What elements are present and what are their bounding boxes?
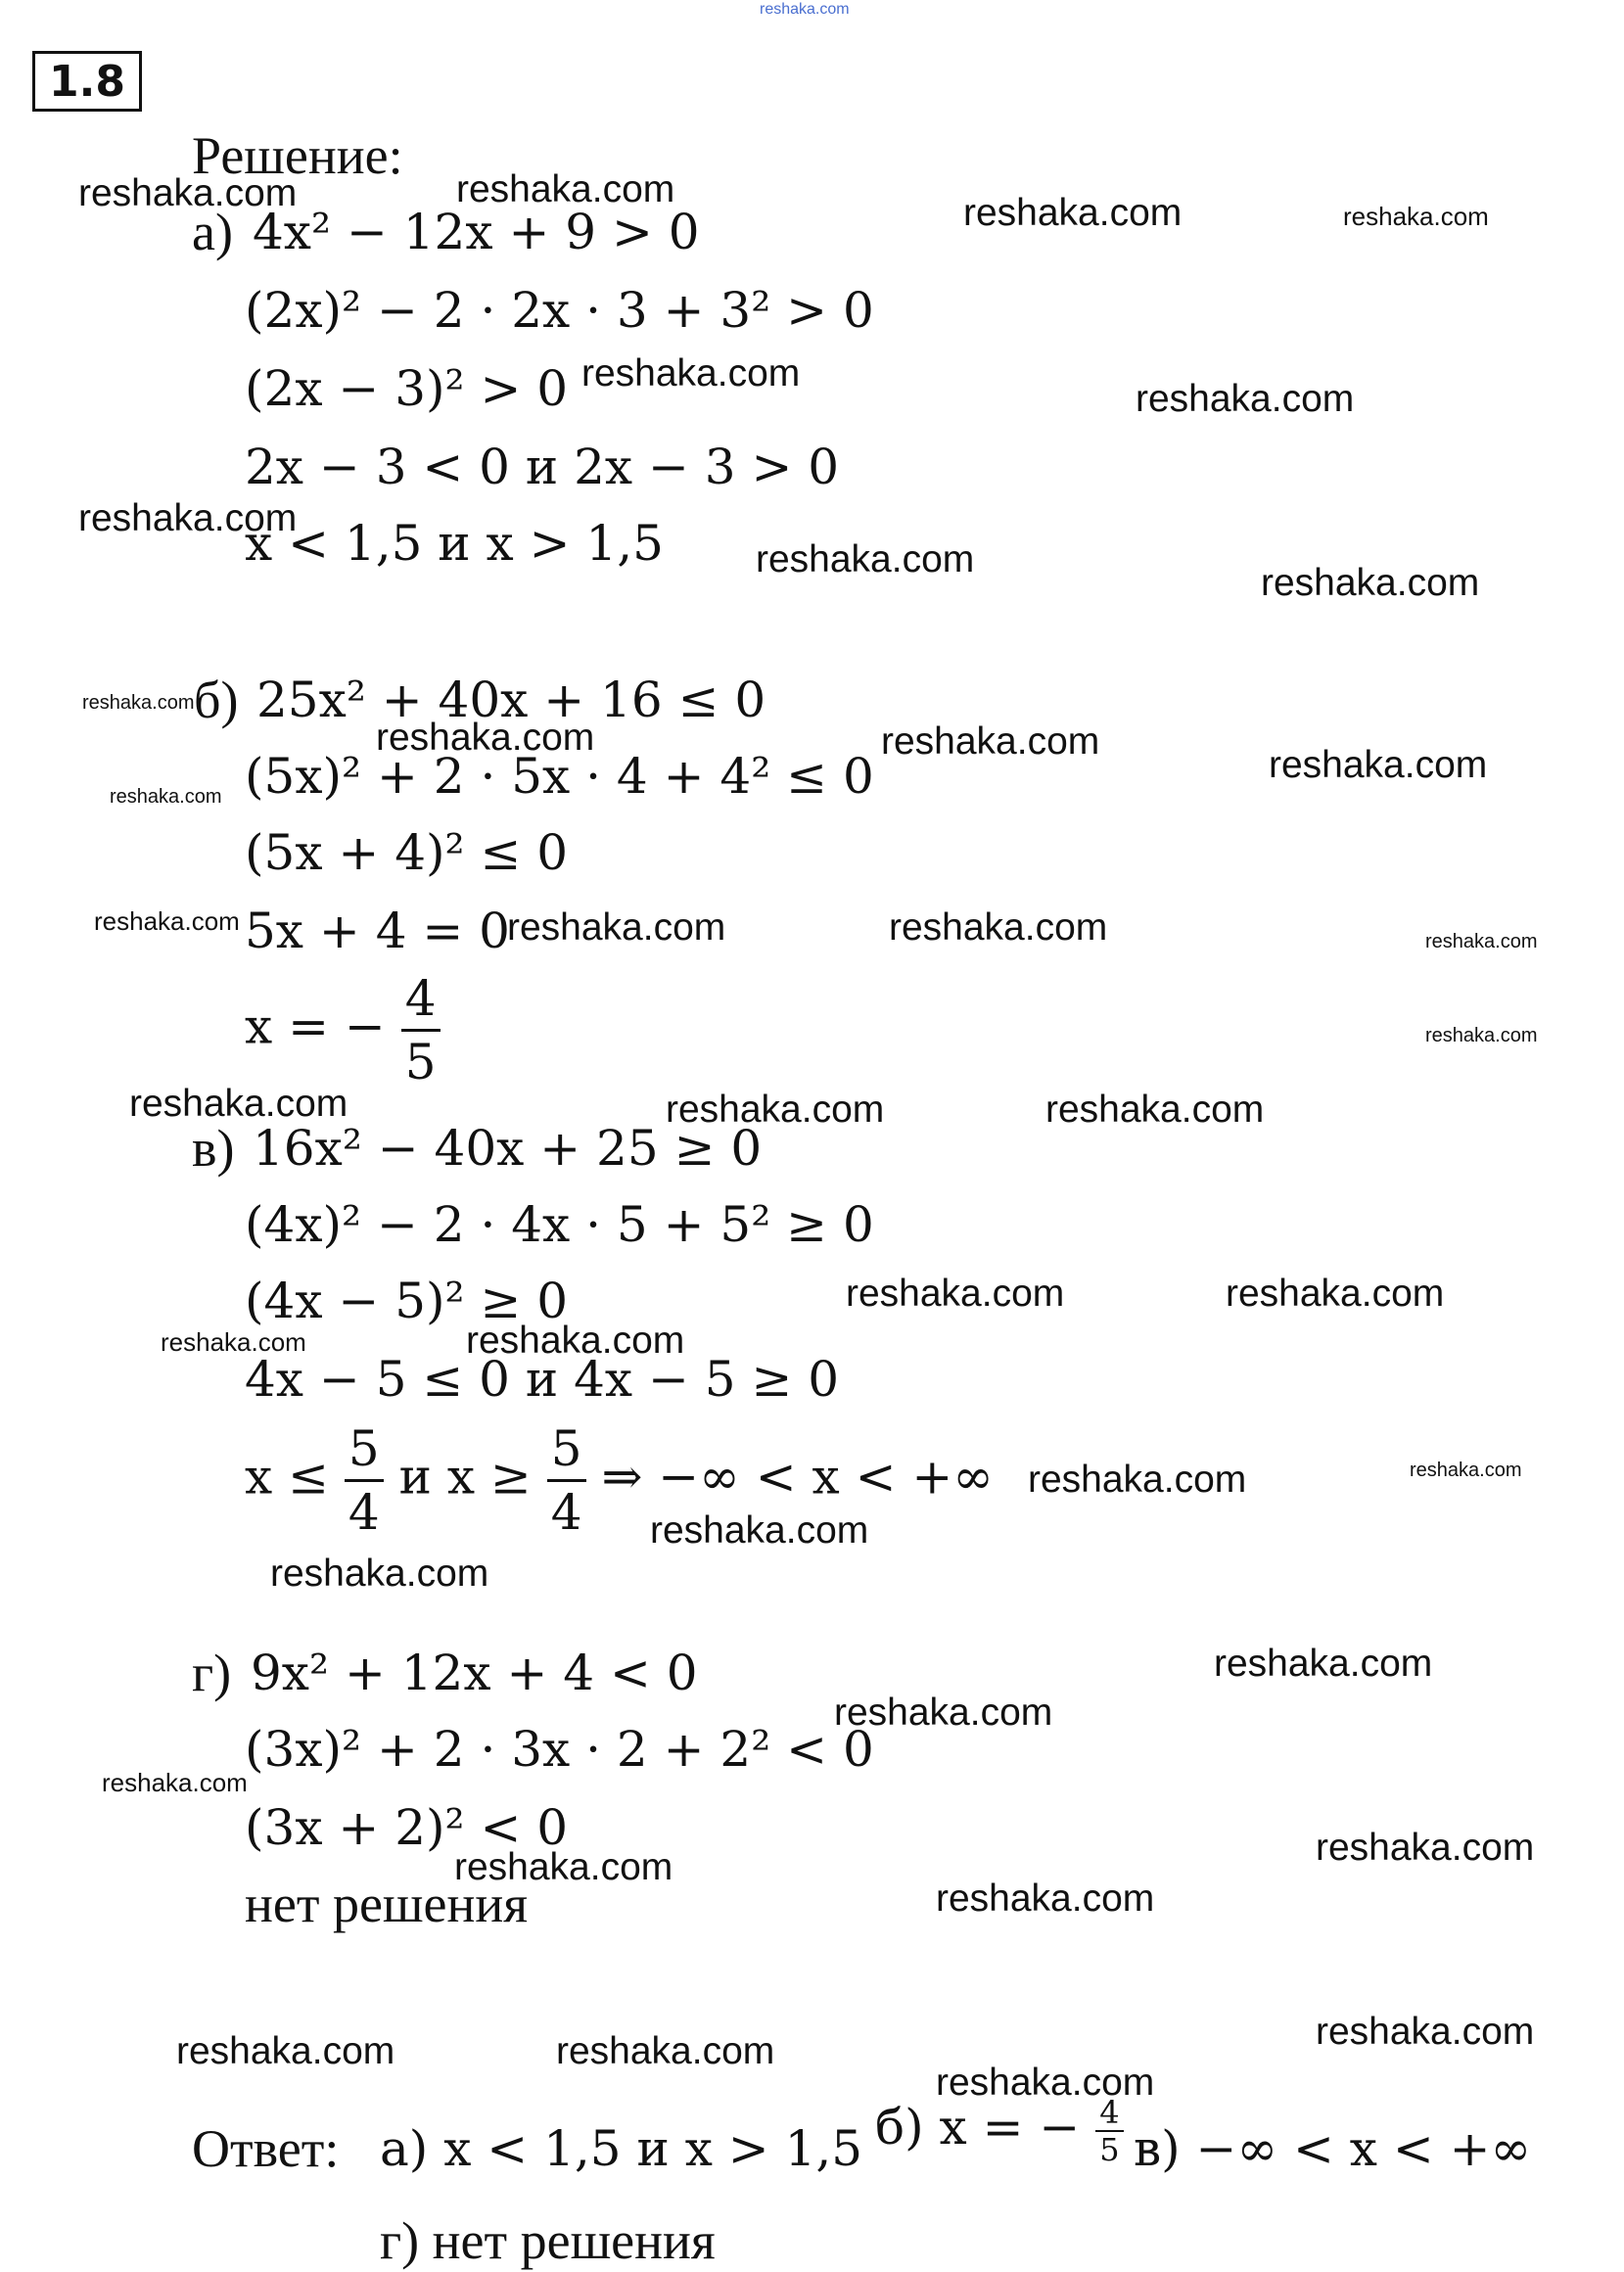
part-b-step1: (5x)² + 2 · 5x · 4 + 4² ≤ 0 <box>245 748 874 805</box>
watermark: reshaka.com <box>1316 2011 1535 2053</box>
watermark: reshaka.com <box>270 1553 489 1595</box>
part-v-step2: (4x − 5)² ≥ 0 <box>245 1273 569 1329</box>
watermark: reshaka.com <box>1261 562 1480 604</box>
part-v-fraction-2 <box>547 1420 586 1541</box>
watermark: reshaka.com <box>466 1320 685 1362</box>
part-v-step4-c: ⇒ −∞ < x < +∞ <box>601 1448 994 1506</box>
watermark: reshaka.com <box>507 906 726 949</box>
part-g-statement: 9x² + 12x + 4 < 0 <box>251 1645 698 1701</box>
watermark: reshaka.com <box>129 1083 348 1125</box>
fraction-denominator: 5 <box>1099 2131 1120 2168</box>
part-v-step4-a: x ≤ <box>245 1448 329 1506</box>
part-v-step1: (4x)² − 2 · 4x · 5 + 5² ≥ 0 <box>245 1196 874 1253</box>
answer-label: Ответ: <box>192 2119 340 2178</box>
fraction-numerator: 5 <box>345 1424 384 1482</box>
part-a-step2: (2x − 3)² > 0 <box>245 360 569 417</box>
part-a-step4: x < 1,5 и x > 1,5 <box>245 515 664 572</box>
watermark: reshaka.com <box>881 720 1100 763</box>
watermark: reshaka.com <box>1410 1460 1522 1481</box>
watermark: reshaka.com <box>889 906 1108 949</box>
answer-v: в) −∞ < x < +∞ <box>1134 2120 1532 2177</box>
part-a-step3: 2x − 3 < 0 и 2x − 3 > 0 <box>245 439 840 495</box>
part-v-step3: 4x − 5 ≤ 0 и 4x − 5 ≥ 0 <box>245 1351 840 1408</box>
part-b-statement: 25x² + 40x + 16 ≤ 0 <box>256 672 766 728</box>
watermark: reshaka.com <box>82 692 195 714</box>
watermark: reshaka.com <box>456 168 675 210</box>
watermark: reshaka.com <box>78 172 298 214</box>
watermark: reshaka.com <box>1045 1089 1265 1131</box>
watermark: reshaka.com <box>1343 202 1489 231</box>
watermark: reshaka.com <box>1425 931 1538 952</box>
part-v-statement: 16x² − 40x + 25 ≥ 0 <box>253 1120 763 1177</box>
part-b-step2: (5x + 4)² ≤ 0 <box>245 824 569 881</box>
problem-number: 1.8 <box>49 56 125 107</box>
watermark: reshaka.com <box>1136 378 1355 420</box>
watermark: reshaka.com <box>581 352 801 394</box>
fraction-denominator: 5 <box>404 1034 437 1090</box>
part-a-statement: 4x² − 12x + 9 > 0 <box>253 204 700 260</box>
watermark: reshaka.com <box>376 717 595 759</box>
fraction-numerator: 4 <box>1095 2097 1123 2132</box>
part-g-label: г) <box>192 1644 232 1702</box>
watermark: reshaka.com <box>1226 1273 1445 1315</box>
watermark: reshaka.com <box>110 786 222 808</box>
watermark: reshaka.com <box>650 1509 869 1552</box>
watermark: reshaka.com <box>1214 1643 1433 1685</box>
watermark: reshaka.com <box>161 1327 306 1357</box>
part-a-label: а) <box>192 203 233 261</box>
watermark: reshaka.com <box>1028 1459 1247 1501</box>
fraction-numerator: 4 <box>401 974 441 1032</box>
part-v-step4 <box>245 1420 994 1541</box>
part-g-step2: (3x + 2)² < 0 <box>245 1799 569 1856</box>
watermark: reshaka.com <box>78 497 298 539</box>
part-b-step4-lhs: x = − <box>245 997 386 1055</box>
solution-label: Решение: <box>192 126 403 185</box>
watermark: reshaka.com <box>936 2062 1155 2104</box>
watermark: reshaka.com <box>102 1768 248 1797</box>
watermark: reshaka.com <box>1425 1025 1538 1046</box>
watermark: reshaka.com <box>936 1878 1155 1920</box>
answer-b-prefix: б) x = − <box>875 2099 1081 2156</box>
problem-number-box <box>32 51 142 112</box>
answer-g: г) нет решения <box>380 2211 716 2270</box>
watermark: reshaka.com <box>834 1692 1053 1734</box>
answer-a: а) x < 1,5 и x > 1,5 <box>380 2120 863 2177</box>
watermark: reshaka.com <box>666 1089 885 1131</box>
watermark: reshaka.com <box>454 1846 673 1888</box>
fraction-denominator: 4 <box>348 1484 380 1541</box>
part-v-label: в) <box>192 1119 235 1178</box>
part-b-step4 <box>245 970 441 1090</box>
watermark: reshaka.com <box>94 906 240 936</box>
part-g-step3: нет решения <box>245 1875 529 1933</box>
answer-b <box>875 2094 1124 2168</box>
part-b-step3: 5x + 4 = 0 <box>245 903 510 959</box>
watermark: reshaka.com <box>176 2030 395 2072</box>
part-v-step4-b: и x ≥ <box>398 1448 532 1506</box>
header-watermark: reshaka.com <box>760 1 850 18</box>
answer-b-fraction <box>1095 2094 1123 2168</box>
part-b-label: б) <box>194 671 239 729</box>
part-v-fraction-1 <box>345 1420 384 1541</box>
part-b-fraction <box>401 970 441 1090</box>
watermark: reshaka.com <box>963 192 1183 234</box>
watermark: reshaka.com <box>556 2030 775 2072</box>
watermark: reshaka.com <box>1316 1827 1535 1869</box>
watermark: reshaka.com <box>756 538 975 580</box>
part-g-step1: (3x)² + 2 · 3x · 2 + 2² < 0 <box>245 1721 874 1778</box>
part-a-step1: (2x)² − 2 · 2x · 3 + 3² > 0 <box>245 282 874 339</box>
fraction-denominator: 4 <box>550 1484 582 1541</box>
watermark: reshaka.com <box>846 1273 1065 1315</box>
watermark: reshaka.com <box>1269 744 1488 786</box>
fraction-numerator: 5 <box>547 1424 586 1482</box>
